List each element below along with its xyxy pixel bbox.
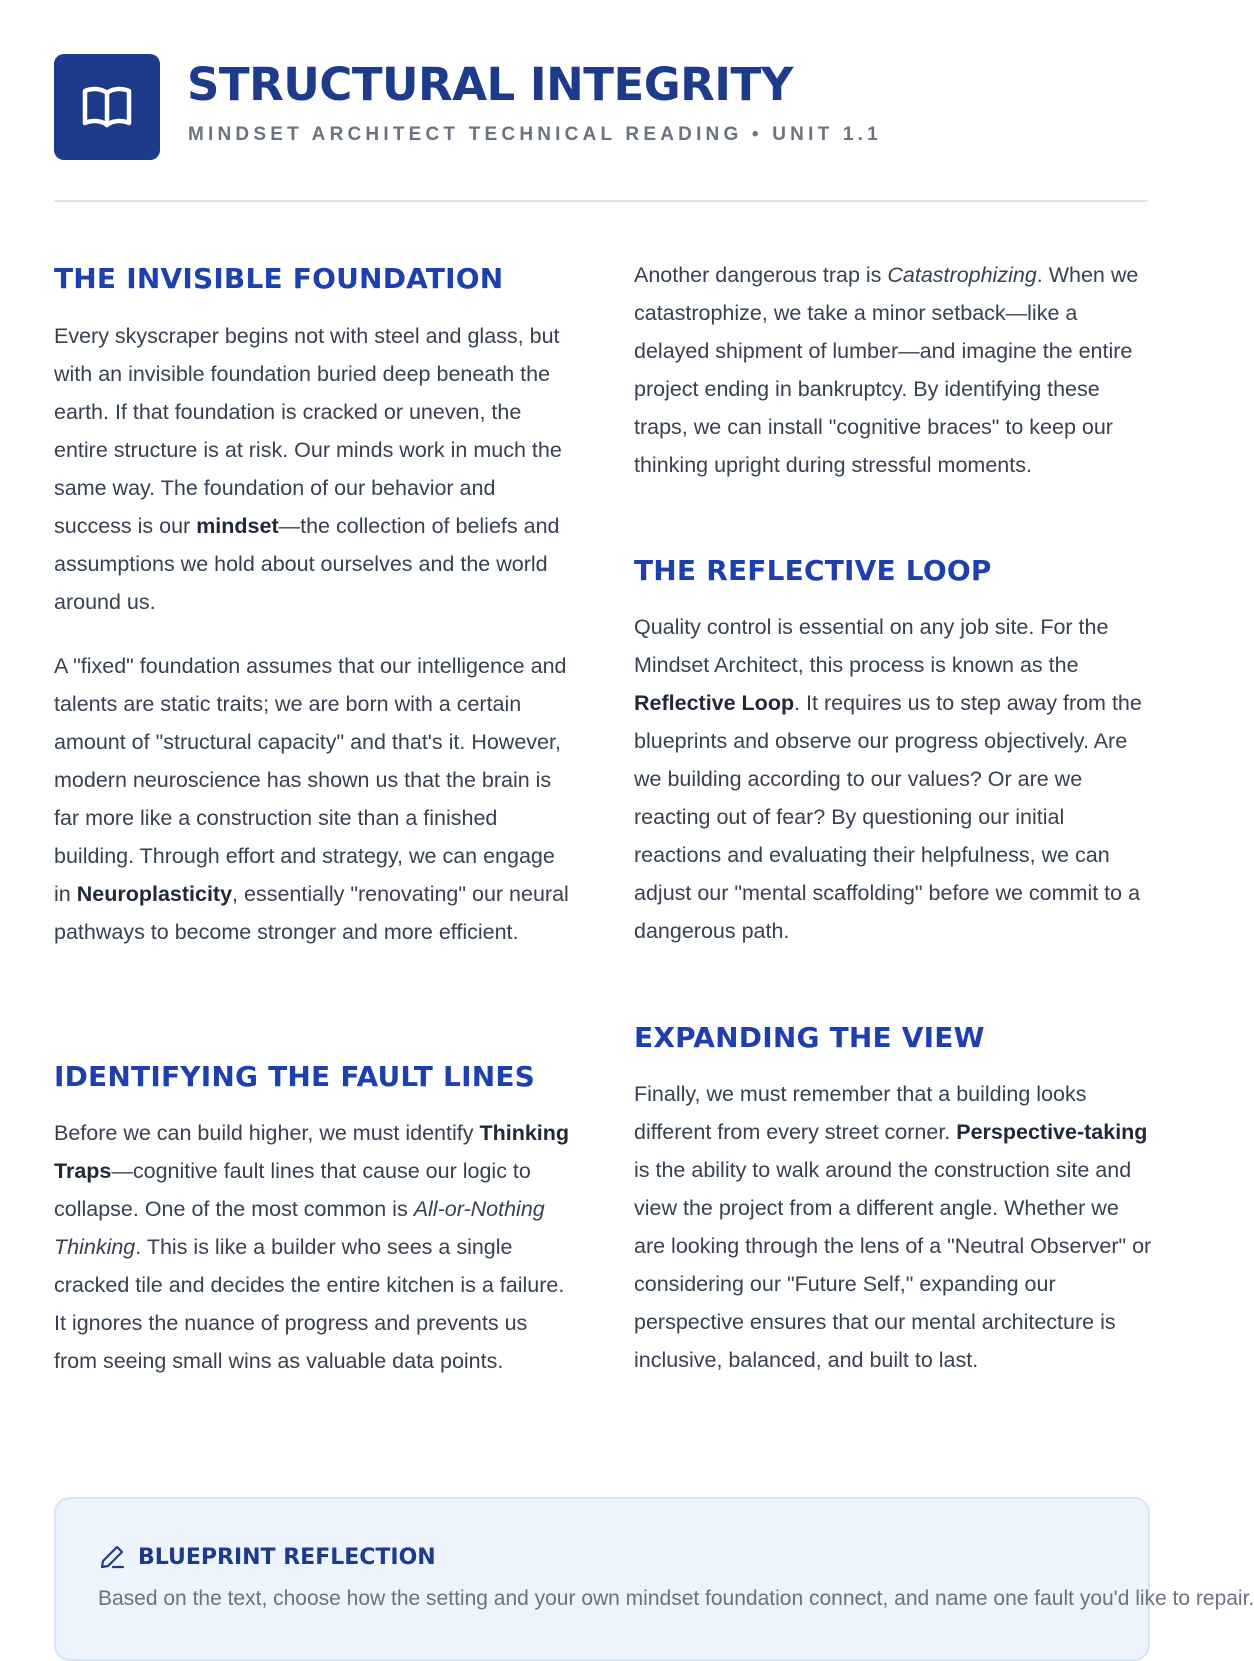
reflection-title: BLUEPRINT REFLECTION <box>138 1544 436 1570</box>
page-subtitle: MINDSET ARCHITECT TECHNICAL READING • UNIT 1.1 <box>188 124 882 145</box>
paragraph-fault-lines-1: Before we can build higher, we must identify Thinking Traps—cognitive fault lines that cause our logic to collapse. One of the most common is All-or-Nothing Thinking. This is like a builder who sees a single cracked tile and decides the entire kitchen is a failure. It ignores the nuance of progress and prevents us from seeing small wins as valuable data points. <box>54 1121 570 1373</box>
section-heading-expanding-view: EXPANDING THE VIEW <box>634 1021 985 1054</box>
paragraph-fault-lines-2: Another dangerous trap is Catastrophizing. When we catastrophize, we take a minor setback—like a delayed shipment of lumber—and imagine the entire project ending in bankruptcy. By identifying these traps, we can install "cognitive braces" to keep our thinking upright during stressful moments. <box>634 263 1139 477</box>
paragraph-foundation-2: A "fixed" foundation assumes that our intelligence and talents are static traits; we are born with a certain amount of "structural capacity" and that's it. However, modern neuroscience has shown us that the brain is far more like a construction site than a finished building. Through effort and strategy, we can engage in Neuroplasticity, essentially "renovating" our neural pathways to become stronger and more efficient. <box>54 654 569 944</box>
reflection-text: Based on the text, choose how the setting and your own mindset foundation connect, and name one fault you'd like to repair. <box>98 1587 1254 1610</box>
paragraph-foundation-1: Every skyscraper begins not with steel and glass, but with an invisible foundation buried deep beneath the earth. If that foundation is cracked or uneven, the entire structure is at risk. Our minds work in much the same way. The foundation of our behavior and success is our mindset—the collection of beliefs and assumptions we hold about ourselves and the world around us. <box>54 324 562 614</box>
reflection-text-clip <box>98 1587 1254 1610</box>
section-heading-foundation: THE INVISIBLE FOUNDATION <box>54 262 504 295</box>
logo-badge <box>54 54 160 160</box>
header-divider <box>54 200 1148 202</box>
reading-page <box>54 0 1254 1610</box>
blueprint-reflection-box <box>54 1497 1254 1661</box>
page-header <box>54 54 1148 160</box>
paragraph-reflective-loop: Quality control is essential on any job site. For the Mindset Architect, this process is known as the Reflective Loop. It requires us to step away from the blueprints and observe our progress objectively. Are we building according to our values? Or are we reacting out of fear? By questioning our initial reactions and evaluating their helpfulness, we can adjust our "mental scaffolding" before we commit to a dangerous path. <box>634 615 1142 943</box>
pencil-icon <box>98 1543 126 1571</box>
section-heading-fault-lines: IDENTIFYING THE FAULT LINES <box>54 1060 536 1093</box>
page-title: STRUCTURAL INTEGRITY <box>187 58 793 111</box>
reflection-header <box>98 1543 436 1571</box>
paragraph-expanding-view: Finally, we must remember that a building looks different from every street corner. Perspective-taking is the ability to walk around the construction site and view the project from a different angle. Whether we are looking through the lens of a "Neutral Observer" or considering our "Future Self," expanding our perspective ensures that our mental architecture is inclusive, balanced, and built to last. <box>634 1082 1152 1372</box>
section-heading-reflective-loop: THE REFLECTIVE LOOP <box>634 554 992 587</box>
book-icon <box>81 85 133 129</box>
